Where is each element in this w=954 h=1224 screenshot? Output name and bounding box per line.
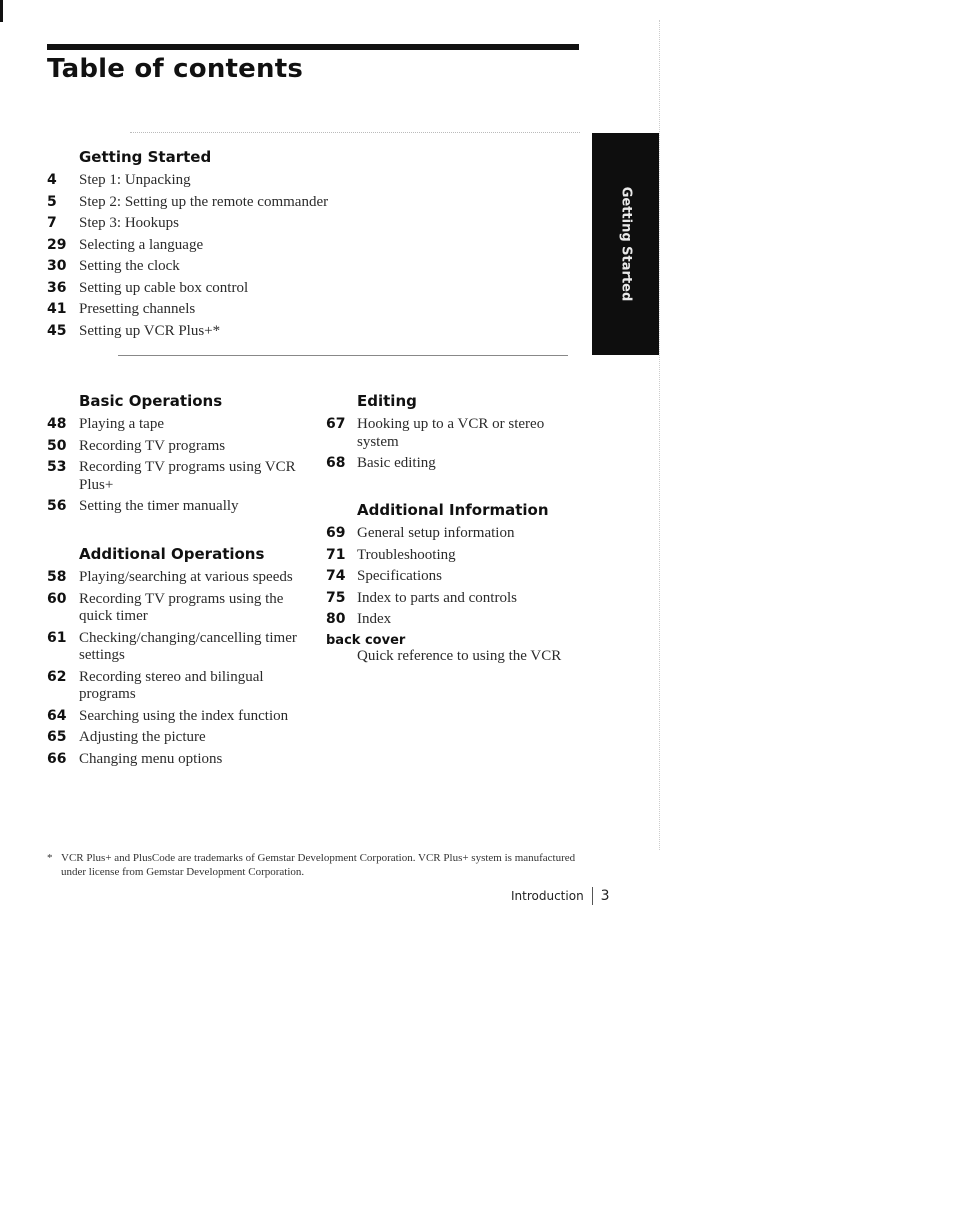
toc-entry[interactable] [47, 630, 305, 665]
section-heading: Basic Operations [79, 392, 223, 410]
page-number: 41 [47, 301, 67, 317]
page-number: 7 [47, 215, 57, 231]
entry-title: General setup information [357, 525, 515, 541]
section-side-tab [592, 133, 659, 355]
page-number: 60 [47, 590, 67, 607]
toc-entry[interactable] [47, 669, 305, 704]
entry-title: Setting the clock [79, 258, 180, 274]
toc-entry[interactable] [326, 455, 578, 473]
section-additional-operations [47, 544, 305, 772]
back-cover-label: back cover [326, 632, 406, 648]
footnote [47, 851, 577, 879]
toc-entry[interactable] [326, 611, 588, 629]
entry-title: Recording stereo and bilingual programs [79, 668, 264, 702]
entry-title: Specifications [357, 568, 442, 584]
entry-title: Recording TV programs using the quick timer [79, 590, 284, 624]
entry-title: Searching using the index function [79, 707, 289, 724]
page-number: 66 [47, 750, 67, 767]
page-number: 75 [326, 589, 346, 606]
entry-title: Setting the timer manually [79, 498, 239, 514]
section-heading: Getting Started [79, 148, 212, 166]
toc-entry[interactable] [47, 438, 305, 456]
toc-entry[interactable] [47, 751, 305, 769]
page-number: 71 [326, 546, 346, 563]
page-number: 29 [47, 236, 67, 253]
page-number: 67 [326, 416, 346, 432]
entry-title: Presetting channels [79, 301, 196, 317]
toc-entry[interactable] [47, 237, 377, 255]
toc-entry[interactable] [47, 591, 305, 626]
page-number: 53 [47, 459, 67, 475]
entry-title: Checking/changing/cancelling timer settings [79, 629, 297, 663]
section-basic-operations [47, 391, 305, 520]
toc-entry[interactable] [47, 194, 377, 212]
toc-entry[interactable] [47, 498, 305, 516]
footnote-text: VCR Plus+ and PlusCode are trademarks of Gemstar Development Corporation. VCR Plus+ system is manufactured under license from Gemstar Development Corporation. [61, 852, 576, 878]
entry-title: Changing menu options [79, 750, 223, 767]
entry-title: Basic editing [357, 455, 436, 471]
section-heading: Editing [357, 392, 417, 410]
toc-entry[interactable] [326, 416, 578, 451]
entry-title: Step 2: Setting up the remote commander [79, 193, 329, 210]
entry-title: Setting up cable box control [79, 279, 249, 296]
entry-title: Troubleshooting [357, 546, 456, 563]
page-number: 58 [47, 569, 67, 585]
entry-title: Recording TV programs using VCR Plus+ [79, 459, 296, 493]
section-editing [326, 391, 578, 477]
page-number: 50 [47, 437, 67, 454]
entry-title: Index [357, 611, 392, 627]
page-number: 45 [47, 322, 67, 339]
page-number: 68 [326, 455, 346, 471]
toc-entry[interactable] [326, 568, 588, 586]
toc-entry[interactable] [47, 301, 377, 319]
toc-entry[interactable] [47, 708, 305, 726]
page-number: 69 [326, 525, 346, 541]
toc-entry[interactable] [47, 215, 377, 233]
entry-title: Recording TV programs [79, 437, 226, 454]
entry-title: Step 1: Unpacking [79, 172, 191, 188]
toc-entry[interactable] [47, 729, 305, 747]
entry-title: Playing/searching at various speeds [79, 569, 293, 585]
section-additional-information [326, 500, 588, 665]
toc-entry[interactable] [326, 547, 588, 565]
page-number: 4 [47, 172, 57, 188]
entry-title: Step 3: Hookups [79, 215, 180, 231]
toc-entry[interactable] [47, 459, 305, 494]
toc-entry[interactable] [47, 258, 377, 276]
toc-entry[interactable] [326, 525, 588, 543]
section-heading: Additional Information [357, 501, 549, 519]
page-number: 64 [47, 707, 67, 724]
entry-title: Selecting a language [79, 236, 204, 253]
footnote-marker: * [47, 852, 53, 864]
toc-entry[interactable] [326, 590, 588, 608]
back-cover-entry[interactable]: Quick reference to using the VCR [357, 647, 562, 664]
entry-title: Hooking up to a VCR or stereo system [357, 416, 545, 450]
page-number: 36 [47, 279, 67, 296]
section-divider-middle [118, 355, 568, 356]
footer-page-number: 3 [600, 888, 610, 904]
toc-entry[interactable] [47, 280, 377, 298]
toc-entry[interactable] [47, 416, 305, 434]
entry-title: Playing a tape [79, 416, 164, 432]
toc-entry[interactable] [47, 323, 377, 341]
toc-entry[interactable] [47, 172, 377, 190]
page-number: 30 [47, 258, 67, 274]
page-footer [511, 887, 610, 905]
page-number: 62 [47, 668, 67, 685]
page-number: 80 [326, 611, 346, 627]
entry-title: Index to parts and controls [357, 589, 517, 606]
footer-section-label: Introduction [511, 889, 584, 903]
section-divider-top [130, 132, 580, 133]
page-edge-line [659, 20, 660, 850]
page-number: 48 [47, 416, 67, 432]
section-getting-started [47, 147, 377, 344]
scan-edge-mark [0, 0, 3, 22]
side-tab-label: Getting Started [618, 186, 633, 302]
section-heading: Additional Operations [79, 545, 265, 563]
page-number: 74 [326, 568, 346, 584]
page-number: 61 [47, 629, 67, 646]
entry-title: Adjusting the picture [79, 729, 206, 745]
toc-entry[interactable] [47, 569, 305, 587]
page-number: 56 [47, 498, 67, 514]
page-number: 65 [47, 729, 67, 745]
footer-separator [592, 887, 593, 905]
entry-title: Setting up VCR Plus+* [79, 322, 221, 339]
title-rule [47, 44, 579, 50]
page-title: Table of contents [47, 54, 304, 84]
page-number: 5 [47, 193, 57, 210]
